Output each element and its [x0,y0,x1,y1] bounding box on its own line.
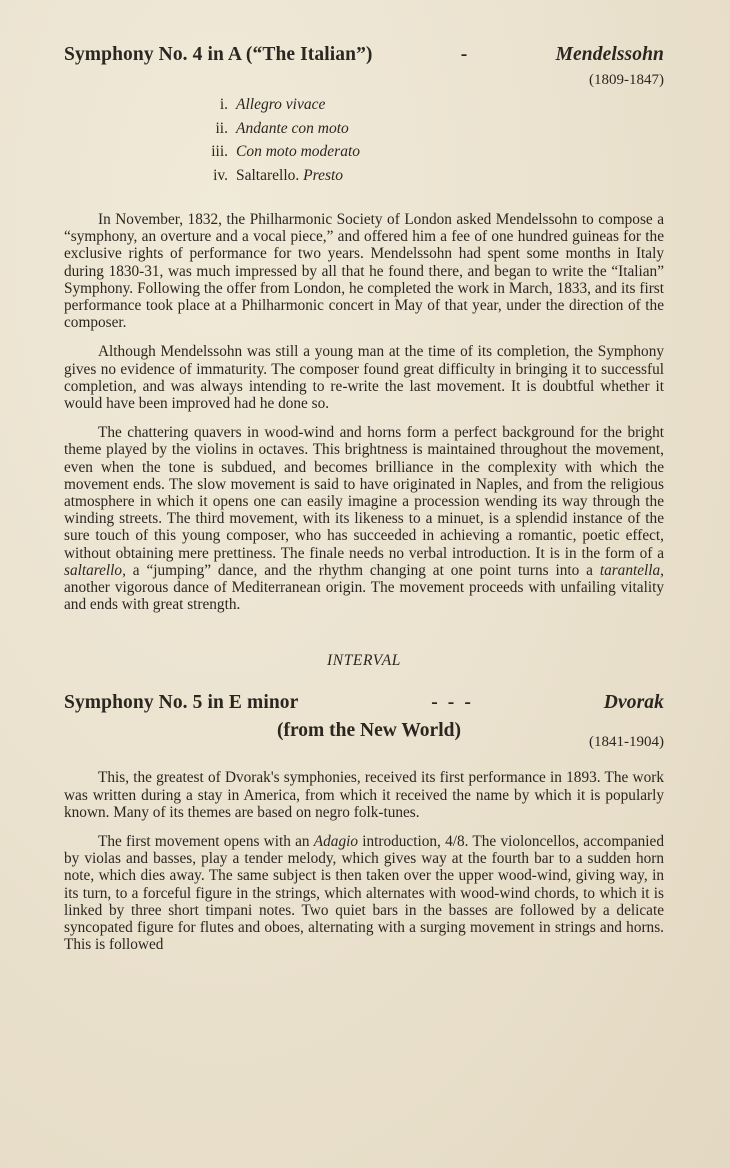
p2-text-start: The first movement opens with an [98,833,314,851]
movement-title: Allegro vivace [236,96,326,113]
piece2-subtitle: (from the New World) [277,720,461,742]
piece2-paragraph-2 [64,833,664,953]
p3-italic-tarantella: tarantella, [599,561,664,579]
p2-text-end: introduction, 4/8. The violoncellos, accompanied by violas and basses, play a tender melody, which gives way at the fourth bar to a sudden horn note, which dies away. The same subject is then taken over the upper wood-wind, giving way, in its turn, to a forceful figure in the strings, which alternates with wood-wind chords, to which it is linked by three short timpani notes. Two quiet bars in the basses are followed by a delicate syncopated figure for flutes and oboes, alternating with a surging movement in strings and horns. This is followed [64,833,664,954]
piece1-movements [202,93,664,187]
piece1-paragraph-2: Although Mendelssohn was still a young man at the time of its completion, the Symphony gives no evidence of immaturity. The composer found great difficulty in bringing it to successful completion, and was always intending to re-write the last movement. It is doubtful whether it would have been improved had he done so. [64,343,664,413]
piece2-heading [64,692,664,714]
movement-title: Presto [303,166,344,184]
piece1-paragraph-3 [64,424,664,613]
interval-heading: INTERVAL [327,652,401,670]
piece1-separator: - [460,44,468,65]
movement-number: iii. [211,143,228,160]
movement-item [202,164,664,188]
movement-number: i. [219,96,228,113]
movement-item [202,93,664,117]
piece2-paragraph-1: This, the greatest of Dvorak's symphonies, received its first performance in 1893. The work was written during a stay in America, from which it received the name by which it is popularly known. Many of its themes are based on negro folk-tunes. [64,769,664,821]
piece2-dates: (1841-1904) [589,734,664,751]
movement-title-plain: Saltarello. [236,166,304,184]
movement-number: iv. [213,166,228,184]
p3-text: The chattering quavers in wood-wind and horns form a perfect background for the bright theme played by the violins in octaves. This brightness is maintained throughout the movement, even when the tone is subdued, and becomes brilliance in the complexity with which the movement ends. The slow movement is said to have originated in Naples, and from the religious atmosphere in which it opens one can easily imagine a procession wending its way through the winding streets. The third movement, with its likeness to a minuet, is a splendid instance of the sure touch of this young composer, who has succeeded in achieving a romantic, poetic effect, without obtaining mere prettiness. The finale needs no verbal introduction. It is in the form of a [64,424,664,562]
piece1-paragraph-1: In November, 1832, the Philharmonic Society of London asked Mendelssohn to compose a “symphony, an overture and a vocal piece,” and offered him a fee of one hundred guineas for the exclusive rights of performance for two years. Mendelssohn had spent some months in Italy during 1830-31, was much impressed by all that he found there, and began to write the “Italian” Symphony. Following the offer from London, he completed the work in March, 1833, and its first performance took place at a Philharmonic concert in May of that year, under the direction of the composer. [64,211,664,332]
piece1-dates: (1809-1847) [589,72,664,88]
movement-title: Andante con moto [236,119,349,137]
piece1-title: Symphony No. 4 in A (“The Italian”) [64,44,373,65]
movement-item [202,117,664,141]
piece2-title: Symphony No. 5 in E minor [64,692,299,714]
piece2-dashes: - - - [431,692,471,714]
p3-text-mid: a “jumping” dance, and the rhythm changing at one point turns into a [125,561,600,579]
p3-text-end: another vigorous dance of Mediterranean origin. The movement proceeds with unfailing vitality and ends with great strength. [64,579,664,614]
movement-item [202,140,664,164]
piece1-heading [64,44,664,66]
piece2-composer: Dvorak [603,692,664,714]
program-page [64,44,664,954]
piece1-composer: Mendelssohn [555,44,664,65]
p3-italic-saltarello: saltarello, [64,561,126,579]
movement-title: Con moto moderato [236,143,360,160]
movement-number: ii. [215,119,228,137]
p2-italic-adagio: Adagio [313,833,358,851]
